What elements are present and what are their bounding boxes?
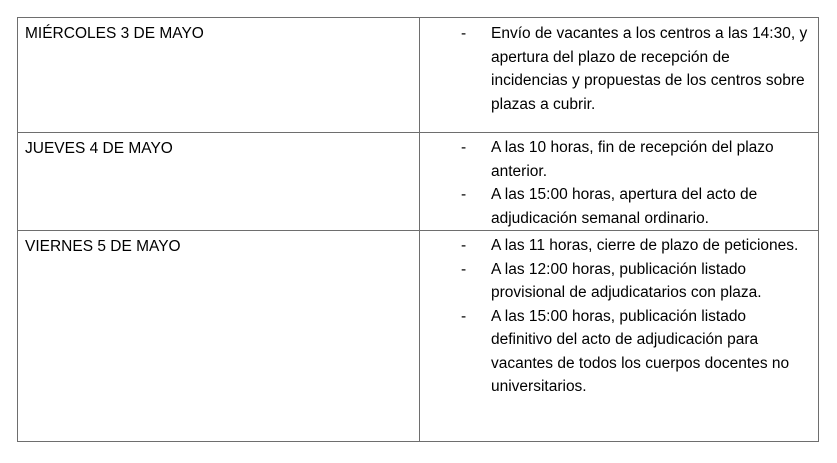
day-cell: VIERNES 5 DE MAYO — [18, 231, 420, 442]
list-item-text: A las 15:00 horas, apertura del acto de adjudicación semanal ordinario. — [491, 186, 758, 227]
bullet-dash: - — [461, 186, 467, 203]
bullet-dash: - — [461, 237, 467, 254]
item-list — [420, 136, 818, 230]
item-list — [420, 234, 818, 399]
list-item — [420, 305, 818, 399]
list-item-text: A las 15:00 horas, publicación listado definitivo del acto de adjudicación para vacantes de todos los cuerpos docentes no universitarios. — [491, 307, 790, 395]
items-cell — [420, 18, 819, 133]
items-cell — [420, 133, 819, 231]
bullet-dash: - — [461, 25, 467, 42]
bullet-dash: - — [461, 139, 467, 156]
list-item-text: Envío de vacantes a los centros a las 14:30, y apertura del plazo de recepción de incidencias y propuestas de los centros sobre plazas a cubrir. — [491, 25, 808, 113]
item-list — [420, 22, 818, 116]
list-item-text: A las 11 horas, cierre de plazo de peticiones. — [491, 237, 799, 254]
day-cell: MIÉRCOLES 3 DE MAYO — [18, 18, 420, 133]
bullet-dash: - — [461, 307, 467, 325]
list-item-text: A las 10 horas, fin de recepción del plazo anterior. — [491, 139, 774, 180]
day-cell: JUEVES 4 DE MAYO — [18, 133, 420, 231]
list-item — [420, 22, 818, 116]
schedule-table — [17, 17, 819, 442]
items-cell — [420, 231, 819, 442]
table-row — [18, 133, 819, 231]
list-item-text: A las 12:00 horas, publicación listado provisional de adjudicatarios con plaza. — [491, 260, 762, 301]
list-item — [420, 258, 818, 305]
list-item — [420, 183, 818, 230]
bullet-dash: - — [461, 260, 467, 278]
list-item — [420, 234, 818, 258]
table-row — [18, 18, 819, 133]
list-item — [420, 136, 818, 183]
table-row — [18, 231, 819, 442]
